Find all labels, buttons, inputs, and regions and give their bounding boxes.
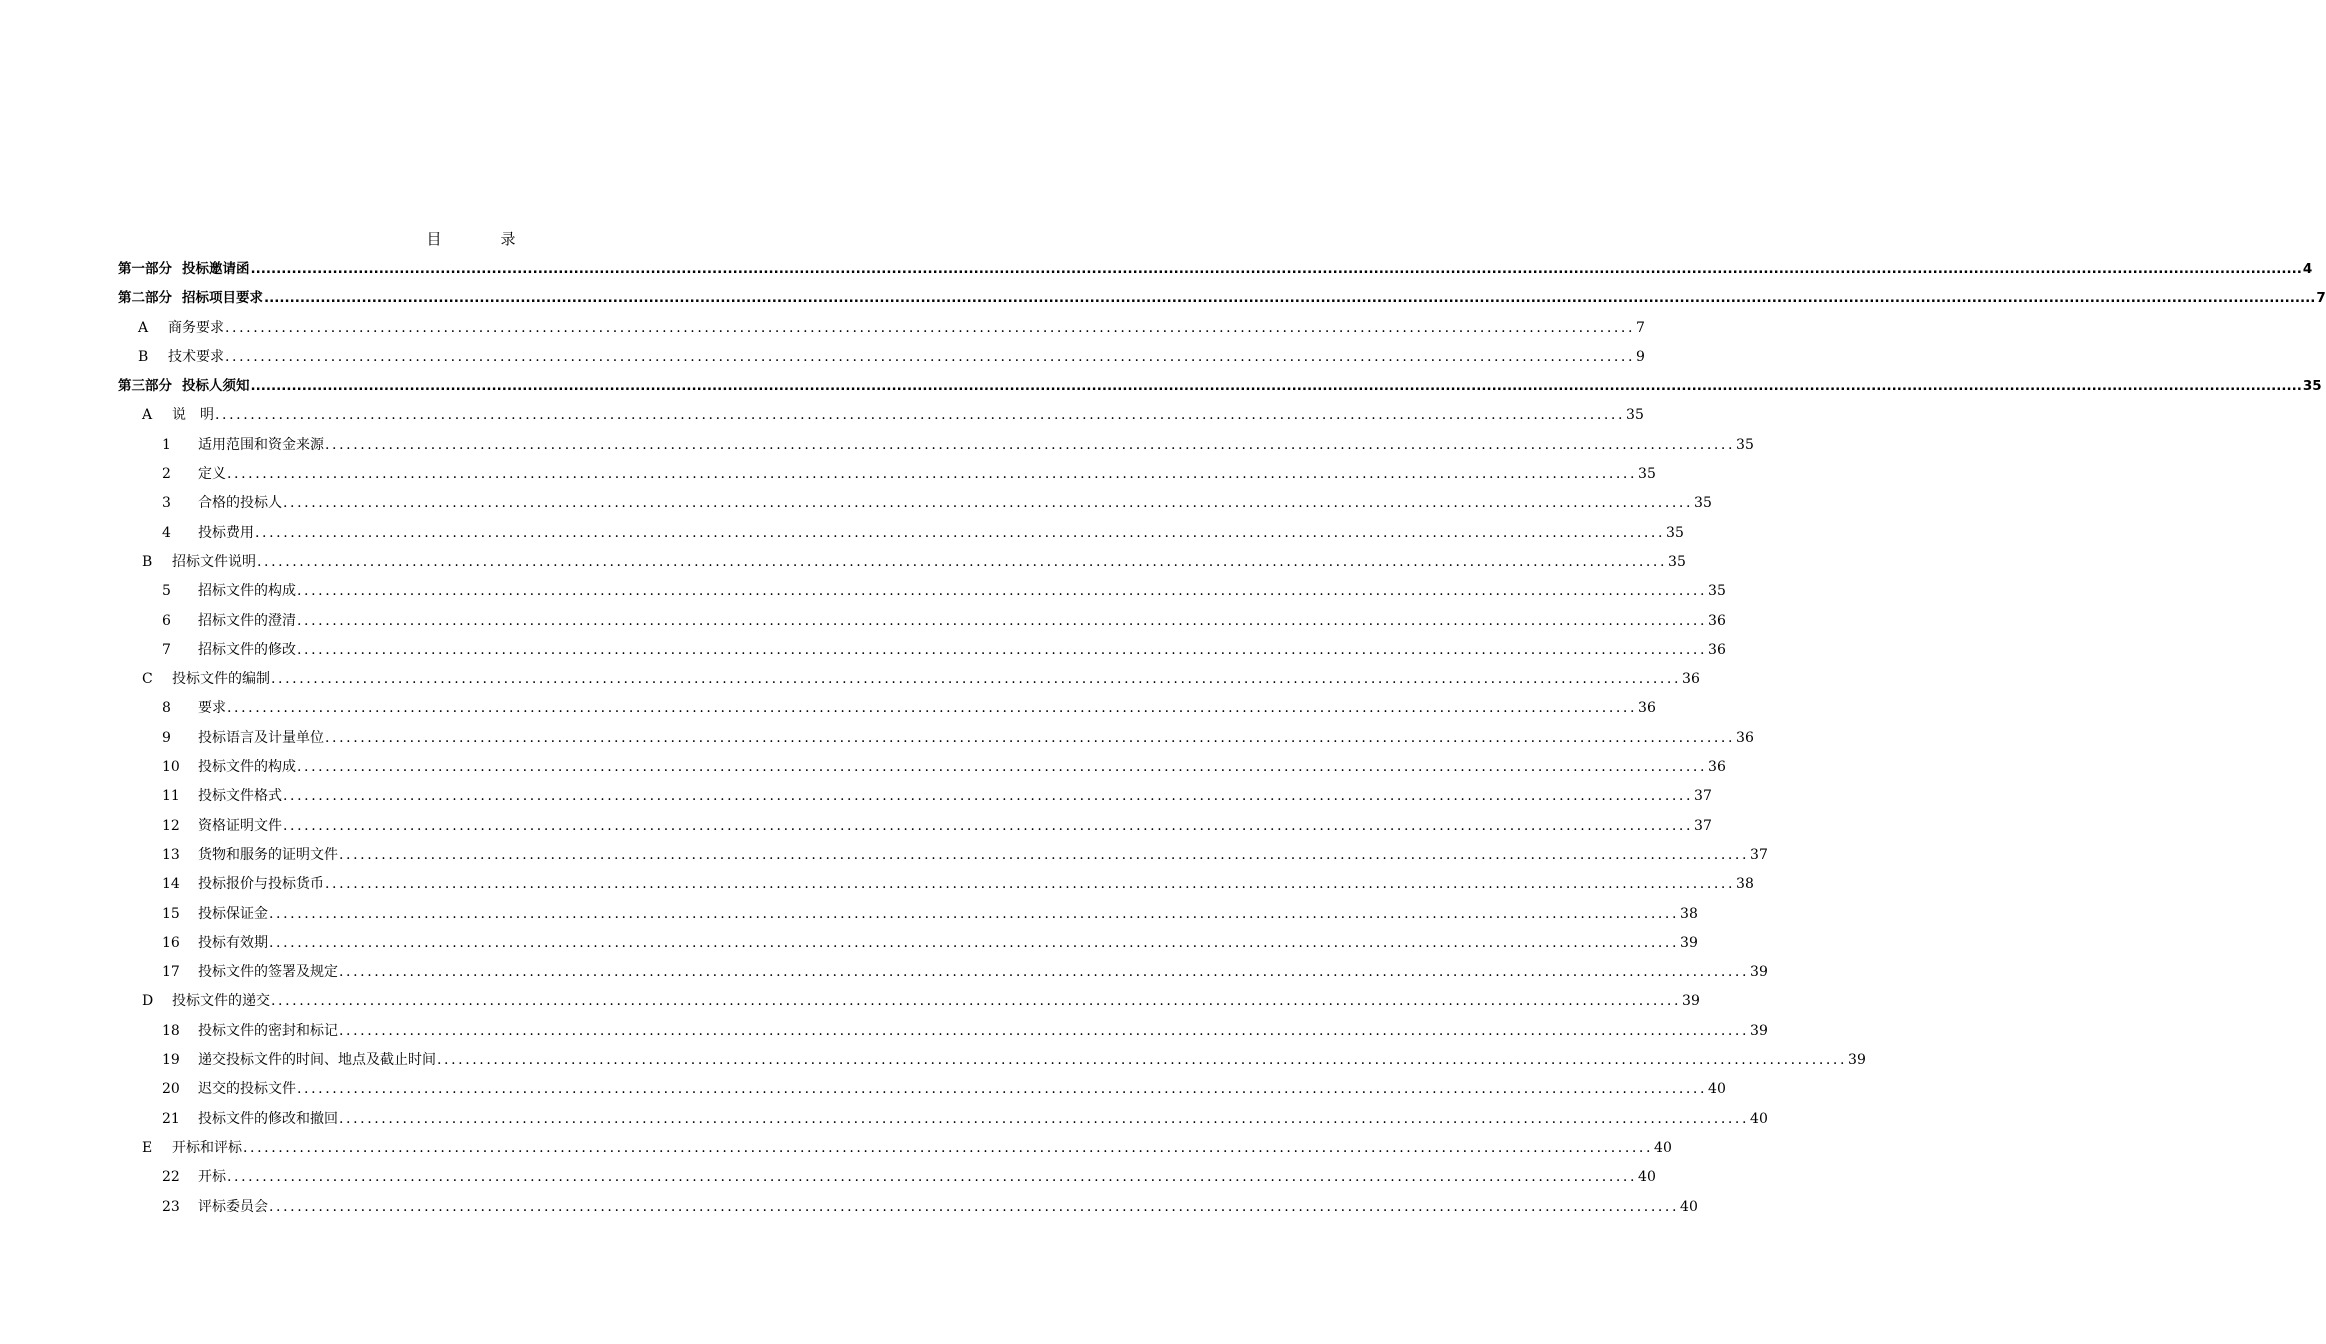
toc-dot-leader: ................................................................................................................................................................................................................................................................................................................................................................................................................ xyxy=(250,261,2302,277)
toc-entry[interactable] xyxy=(118,460,1656,489)
toc-entry-page-number: 40 xyxy=(1708,1081,1726,1098)
toc-entry[interactable] xyxy=(118,782,1712,811)
toc-entry[interactable] xyxy=(118,1163,1656,1192)
toc-dot-leader: ........................................................................................................................................................................................................ xyxy=(297,1081,1708,1098)
toc-dot-leader: ........................................................................................................................................................................................................ xyxy=(297,612,1708,629)
toc-entry-label: 递交投标文件的时间、地点及截止时间 xyxy=(198,1052,436,1069)
toc-dot-leader: ........................................................................................................................................................................................................ xyxy=(227,1169,1638,1186)
toc-dot-leader: ........................................................................................................................................................................................................ xyxy=(257,553,1668,570)
toc-entry-number: 11 xyxy=(162,788,180,805)
toc-entry-label: 开标 xyxy=(198,1169,226,1186)
toc-entry[interactable] xyxy=(118,958,1768,987)
toc-entry-number: 18 xyxy=(162,1022,180,1039)
toc-dot-leader: ........................................................................................................................................................................................................ xyxy=(297,759,1708,776)
toc-entry-label: 开标和评标 xyxy=(172,1139,242,1156)
toc-entry[interactable] xyxy=(118,314,1645,343)
toc-entry-label: 招标文件说明 xyxy=(172,553,256,570)
toc-entry-label: 合格的投标人 xyxy=(198,495,282,512)
toc-entry-number: 12 xyxy=(162,817,180,834)
toc-entry-number: 17 xyxy=(162,964,180,981)
toc-entry-label: 投标费用 xyxy=(198,524,254,541)
toc-entry-label: 投标文件的编制 xyxy=(172,671,270,688)
toc-dot-leader: ........................................................................................................................................................................................................ xyxy=(339,1022,1750,1039)
toc-dot-leader: ........................................................................................................................................................................................................ xyxy=(339,1110,1750,1127)
toc-entry-label: 资格证明文件 xyxy=(198,817,282,834)
toc-entry-page-number: 36 xyxy=(1708,641,1726,658)
toc-entry[interactable] xyxy=(118,519,1684,548)
toc-entry-label: 投标文件的构成 xyxy=(198,759,296,776)
toc-entry[interactable] xyxy=(118,284,2326,313)
toc-entry[interactable] xyxy=(118,1105,1768,1134)
toc-entry[interactable] xyxy=(118,607,1726,636)
toc-entry-page-number: 7 xyxy=(2316,290,2326,307)
toc-entry-number: 15 xyxy=(162,905,180,922)
toc-entry-page-number: 40 xyxy=(1750,1110,1768,1127)
toc-entry[interactable] xyxy=(118,812,1712,841)
toc-dot-leader: ................................................................................................................................................................................................................................................................................................................................................................................................................ xyxy=(264,290,2316,307)
toc-entry[interactable] xyxy=(118,401,1644,430)
toc-entry[interactable] xyxy=(118,753,1726,782)
toc-dot-leader: ........................................................................................................................................................................................................ xyxy=(297,641,1708,658)
toc-entry-page-number: 36 xyxy=(1736,729,1754,746)
toc-entry-number: C xyxy=(142,671,153,688)
toc-entry[interactable] xyxy=(118,489,1712,518)
toc-entry-page-number: 35 xyxy=(2302,378,2322,395)
toc-dot-leader: ................................................................................................................................................................................................................................................................................................................................................................................................................ xyxy=(250,378,2302,395)
toc-entry-number: 4 xyxy=(162,524,171,541)
toc-entry-label: 商务要求 xyxy=(168,319,224,336)
toc-dot-leader: ........................................................................................................................................................................................................ xyxy=(283,495,1694,512)
toc-entry-page-number: 38 xyxy=(1736,876,1754,893)
toc-entry-number: 7 xyxy=(162,641,171,658)
toc-entry[interactable] xyxy=(118,870,1754,899)
toc-entry[interactable] xyxy=(118,841,1768,870)
toc-dot-leader: ........................................................................................................................................................................................................ xyxy=(325,436,1736,453)
toc-title: 目 录 xyxy=(426,230,538,248)
toc-dot-leader: ........................................................................................................................................................................................................ xyxy=(271,671,1682,688)
toc-dot-leader: ........................................................................................................................................................................................................ xyxy=(255,524,1666,541)
toc-entry-page-number: 35 xyxy=(1736,436,1754,453)
toc-dot-leader: ........................................................................................................................................................................................................ xyxy=(269,905,1680,922)
toc-entry-page-number: 39 xyxy=(1848,1052,1866,1069)
toc-entry[interactable] xyxy=(118,431,1754,460)
toc-entry-page-number: 36 xyxy=(1708,759,1726,776)
toc-entry-label: 投标邀请函 xyxy=(182,261,250,277)
toc-entry-page-number: 38 xyxy=(1680,905,1698,922)
toc-dot-leader: ........................................................................................................................................................................................................ xyxy=(227,466,1638,483)
toc-entry[interactable] xyxy=(118,1046,1866,1075)
toc-entry-number: 13 xyxy=(162,846,180,863)
toc-entry-page-number: 39 xyxy=(1682,993,1700,1010)
toc-entry-page-number: 9 xyxy=(1636,348,1645,365)
toc-entry-number: 21 xyxy=(162,1110,180,1127)
toc-dot-leader: ........................................................................................................................................................................................................ xyxy=(215,407,1626,424)
toc-entry-page-number: 7 xyxy=(1636,319,1645,336)
toc-dot-leader: ........................................................................................................................................................................................................ xyxy=(437,1052,1848,1069)
toc-dot-leader: ........................................................................................................................................................................................................ xyxy=(271,993,1682,1010)
toc-entry-label: 投标保证金 xyxy=(198,905,268,922)
toc-entry-number: 第一部分 xyxy=(118,261,172,277)
toc-dot-leader: ........................................................................................................................................................................................................ xyxy=(297,583,1708,600)
toc-entry-number: D xyxy=(142,993,154,1010)
toc-entry-page-number: 35 xyxy=(1638,466,1656,483)
toc-entry-page-number: 39 xyxy=(1750,1022,1768,1039)
toc-entry-number: 3 xyxy=(162,495,171,512)
toc-entry-label: 定义 xyxy=(198,466,226,483)
toc-entry[interactable] xyxy=(118,1075,1726,1104)
toc-entry[interactable] xyxy=(118,665,1700,694)
toc-entry-number: 10 xyxy=(162,759,180,776)
toc-entry-label: 要求 xyxy=(198,700,226,717)
toc-entry-label: 招标项目要求 xyxy=(182,290,263,307)
toc-entry[interactable] xyxy=(118,548,1686,577)
toc-entry-page-number: 35 xyxy=(1626,407,1644,424)
toc-entry-number: B xyxy=(142,553,153,570)
toc-entry-number: 16 xyxy=(162,934,180,951)
toc-entry-number: E xyxy=(142,1139,153,1156)
toc-entry[interactable] xyxy=(118,987,1700,1016)
toc-entry-page-number: 37 xyxy=(1694,788,1712,805)
toc-entry-page-number: 37 xyxy=(1694,817,1712,834)
toc-entry[interactable] xyxy=(118,636,1726,665)
toc-entry-label: 投标语言及计量单位 xyxy=(198,729,324,746)
toc-entry[interactable] xyxy=(118,577,1726,606)
toc-dot-leader: ........................................................................................................................................................................................................ xyxy=(283,817,1694,834)
toc-entry-label: 招标文件的修改 xyxy=(198,641,296,658)
toc-entry-page-number: 35 xyxy=(1666,524,1684,541)
toc-entry-label: 招标文件的澄清 xyxy=(198,612,296,629)
toc-entry-number: A xyxy=(138,319,149,336)
toc-entry-number: 19 xyxy=(162,1052,180,1069)
toc-entry-label: 评标委员会 xyxy=(198,1198,268,1215)
toc-dot-leader: ........................................................................................................................................................................................................ xyxy=(325,729,1736,746)
toc-entry-label: 适用范围和资金来源 xyxy=(198,436,324,453)
toc-entry-page-number: 39 xyxy=(1680,934,1698,951)
toc-entry-number: 5 xyxy=(162,583,171,600)
toc-entry-number: 第三部分 xyxy=(118,378,172,395)
toc-entry-label: 技术要求 xyxy=(168,348,224,365)
toc-dot-leader: ........................................................................................................................................................................................................ xyxy=(283,788,1694,805)
toc-entry-number: 2 xyxy=(162,466,171,483)
toc-entry[interactable] xyxy=(118,724,1754,753)
toc-entry-label: 投标报价与投标货币 xyxy=(198,876,324,893)
toc-dot-leader: ........................................................................................................................................................................................................ xyxy=(269,1198,1680,1215)
toc-entry-number: 9 xyxy=(162,729,171,746)
toc-entry[interactable] xyxy=(118,1193,1698,1222)
toc-dot-leader: ........................................................................................................................................................................................................ xyxy=(225,348,1636,365)
toc-entry-number: B xyxy=(138,348,149,365)
toc-entry-page-number: 40 xyxy=(1638,1169,1656,1186)
toc-entry-label: 迟交的投标文件 xyxy=(198,1081,296,1098)
toc-entry[interactable] xyxy=(118,694,1656,723)
toc-entry[interactable] xyxy=(118,1134,1672,1163)
toc-entry-number: A xyxy=(142,407,153,424)
toc-entry-page-number: 36 xyxy=(1708,612,1726,629)
toc-dot-leader: ........................................................................................................................................................................................................ xyxy=(227,700,1638,717)
toc-entry-page-number: 37 xyxy=(1750,846,1768,863)
toc-entry-page-number: 35 xyxy=(1668,553,1686,570)
toc-dot-leader: ........................................................................................................................................................................................................ xyxy=(325,876,1736,893)
toc-entry[interactable] xyxy=(118,372,2322,401)
toc-entry-page-number: 40 xyxy=(1654,1139,1672,1156)
toc-entry[interactable] xyxy=(118,255,2313,284)
toc-entry-label: 投标有效期 xyxy=(198,934,268,951)
toc-entry-page-number: 36 xyxy=(1638,700,1656,717)
toc-dot-leader: ........................................................................................................................................................................................................ xyxy=(339,964,1750,981)
toc-entry-number: 22 xyxy=(162,1169,180,1186)
toc-entry-label: 招标文件的构成 xyxy=(198,583,296,600)
toc-entry-number: 20 xyxy=(162,1081,180,1098)
toc-entry-label: 投标文件格式 xyxy=(198,788,282,805)
toc-entry-number: 1 xyxy=(162,436,171,453)
toc-entry-label: 投标文件的递交 xyxy=(172,993,270,1010)
toc-entry[interactable] xyxy=(118,929,1698,958)
toc-entry-number: 6 xyxy=(162,612,171,629)
toc-dot-leader: ........................................................................................................................................................................................................ xyxy=(339,846,1750,863)
toc-entry-number: 8 xyxy=(162,700,171,717)
toc-entry-number: 23 xyxy=(162,1198,180,1215)
toc-dot-leader: ........................................................................................................................................................................................................ xyxy=(243,1139,1654,1156)
toc-entry[interactable] xyxy=(118,343,1645,372)
toc-entry-page-number: 40 xyxy=(1680,1198,1698,1215)
toc-entry[interactable] xyxy=(118,900,1698,929)
toc-entry-number: 第二部分 xyxy=(118,290,172,307)
toc-entry-page-number: 35 xyxy=(1708,583,1726,600)
toc-entry[interactable] xyxy=(118,1017,1768,1046)
toc-entry-page-number: 36 xyxy=(1682,671,1700,688)
toc-entry-label: 投标文件的密封和标记 xyxy=(198,1022,338,1039)
toc-entry-label: 投标文件的签署及规定 xyxy=(198,964,338,981)
toc-entry-label: 投标人须知 xyxy=(182,378,250,395)
toc-entry-page-number: 4 xyxy=(2302,261,2313,277)
toc-entry-number: 14 xyxy=(162,876,180,893)
toc-dot-leader: ........................................................................................................................................................................................................ xyxy=(269,934,1680,951)
toc-entry-page-number: 39 xyxy=(1750,964,1768,981)
toc-dot-leader: ........................................................................................................................................................................................................ xyxy=(225,319,1636,336)
table-of-contents xyxy=(118,255,2326,1222)
toc-entry-label: 货物和服务的证明文件 xyxy=(198,846,338,863)
toc-entry-label: 投标文件的修改和撤回 xyxy=(198,1110,338,1127)
toc-entry-page-number: 35 xyxy=(1694,495,1712,512)
toc-entry-label: 说 明 xyxy=(172,407,214,424)
